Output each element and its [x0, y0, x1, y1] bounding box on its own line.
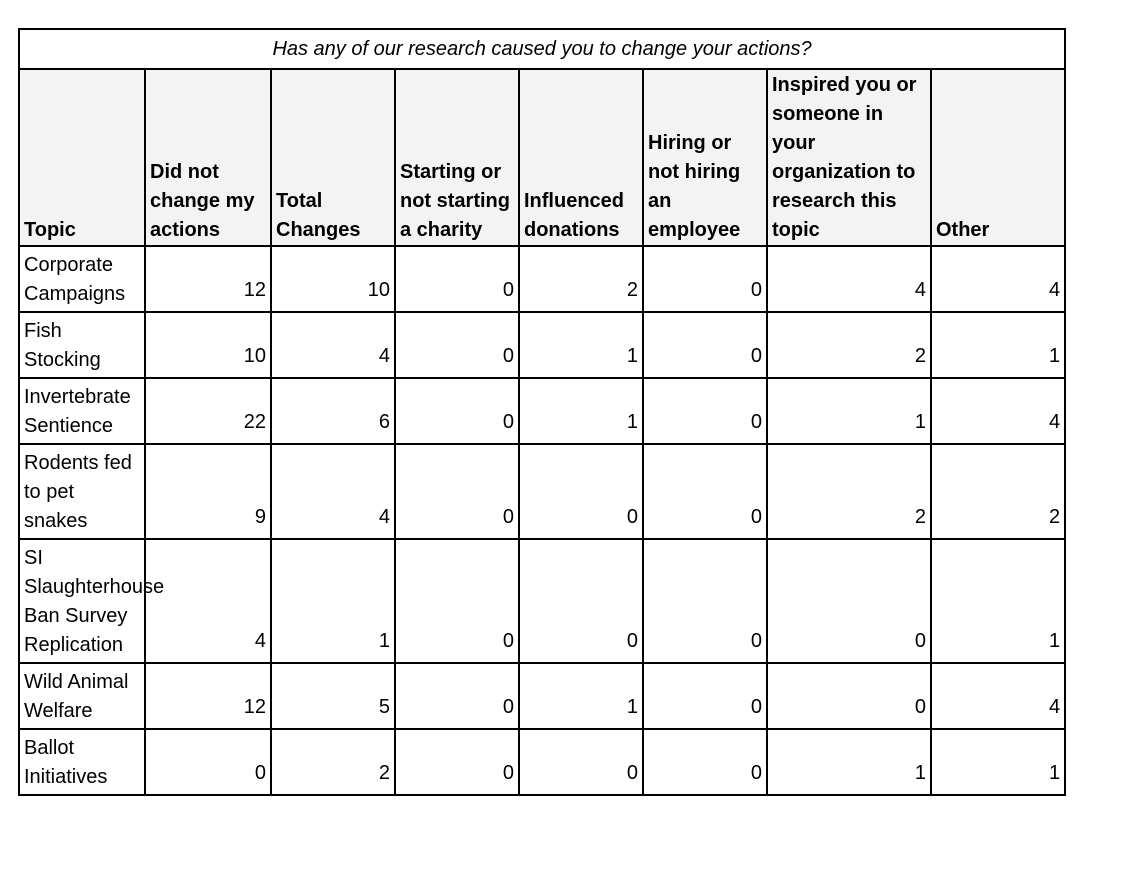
column-header-row — [19, 69, 1065, 246]
value-cell: 0 — [643, 444, 767, 539]
value-cell: 0 — [519, 539, 643, 663]
header-hiring-employee: Hiring or not hiring an employee — [643, 69, 767, 246]
value-cell: 1 — [519, 378, 643, 444]
topic-cell: Rodents fed to pet snakes — [19, 444, 145, 539]
value-cell: 0 — [519, 729, 643, 795]
value-cell: 4 — [767, 246, 931, 312]
header-inspired-research: Inspired you or someone in your organization to research this topic — [767, 69, 931, 246]
value-cell: 1 — [931, 729, 1065, 795]
topic-cell: Ballot Initiatives — [19, 729, 145, 795]
topic-cell: Fish Stocking — [19, 312, 145, 378]
value-cell: 12 — [145, 663, 271, 729]
value-cell: 4 — [931, 663, 1065, 729]
topic-cell: SI Slaughterhouse Ban Survey Replication — [19, 539, 145, 663]
header-did-not-change: Did not change my actions — [145, 69, 271, 246]
value-cell: 0 — [395, 444, 519, 539]
value-cell: 0 — [643, 378, 767, 444]
value-cell: 12 — [145, 246, 271, 312]
header-total-changes: Total Changes — [271, 69, 395, 246]
value-cell: 1 — [519, 312, 643, 378]
value-cell: 0 — [395, 378, 519, 444]
value-cell: 0 — [395, 729, 519, 795]
value-cell: 4 — [931, 378, 1065, 444]
table-row — [19, 378, 1065, 444]
value-cell: 2 — [519, 246, 643, 312]
value-cell: 4 — [931, 246, 1065, 312]
value-cell: 4 — [271, 444, 395, 539]
caption-row — [19, 29, 1065, 69]
value-cell: 0 — [395, 663, 519, 729]
value-cell: 0 — [145, 729, 271, 795]
table-caption: Has any of our research caused you to change your actions? — [19, 29, 1065, 69]
header-other: Other — [931, 69, 1065, 246]
table-row — [19, 312, 1065, 378]
value-cell: 1 — [931, 312, 1065, 378]
table-row — [19, 444, 1065, 539]
value-cell: 0 — [519, 444, 643, 539]
value-cell: 9 — [145, 444, 271, 539]
header-influenced-donations: Influenced donations — [519, 69, 643, 246]
topic-cell: Wild Animal Welfare — [19, 663, 145, 729]
header-starting-charity: Starting or not starting a charity — [395, 69, 519, 246]
value-cell: 6 — [271, 378, 395, 444]
value-cell: 0 — [643, 312, 767, 378]
value-cell: 0 — [767, 539, 931, 663]
value-cell: 0 — [643, 729, 767, 795]
survey-results-table — [18, 28, 1066, 796]
value-cell: 1 — [767, 378, 931, 444]
value-cell: 2 — [767, 312, 931, 378]
table-row — [19, 729, 1065, 795]
table-body — [19, 246, 1065, 795]
value-cell: 2 — [931, 444, 1065, 539]
value-cell: 0 — [395, 539, 519, 663]
value-cell: 2 — [767, 444, 931, 539]
table-row — [19, 246, 1065, 312]
value-cell: 0 — [643, 663, 767, 729]
topic-cell: Invertebrate Sentience — [19, 378, 145, 444]
value-cell: 22 — [145, 378, 271, 444]
table-row — [19, 539, 1065, 663]
topic-cell: Corporate Campaigns — [19, 246, 145, 312]
value-cell: 0 — [395, 312, 519, 378]
header-topic: Topic — [19, 69, 145, 246]
value-cell: 4 — [271, 312, 395, 378]
value-cell: 0 — [643, 246, 767, 312]
value-cell: 1 — [767, 729, 931, 795]
value-cell: 10 — [271, 246, 395, 312]
value-cell: 10 — [145, 312, 271, 378]
value-cell: 0 — [643, 539, 767, 663]
value-cell: 1 — [271, 539, 395, 663]
table-row — [19, 663, 1065, 729]
value-cell: 0 — [395, 246, 519, 312]
value-cell: 4 — [145, 539, 271, 663]
value-cell: 1 — [931, 539, 1065, 663]
value-cell: 5 — [271, 663, 395, 729]
value-cell: 2 — [271, 729, 395, 795]
value-cell: 0 — [767, 663, 931, 729]
value-cell: 1 — [519, 663, 643, 729]
